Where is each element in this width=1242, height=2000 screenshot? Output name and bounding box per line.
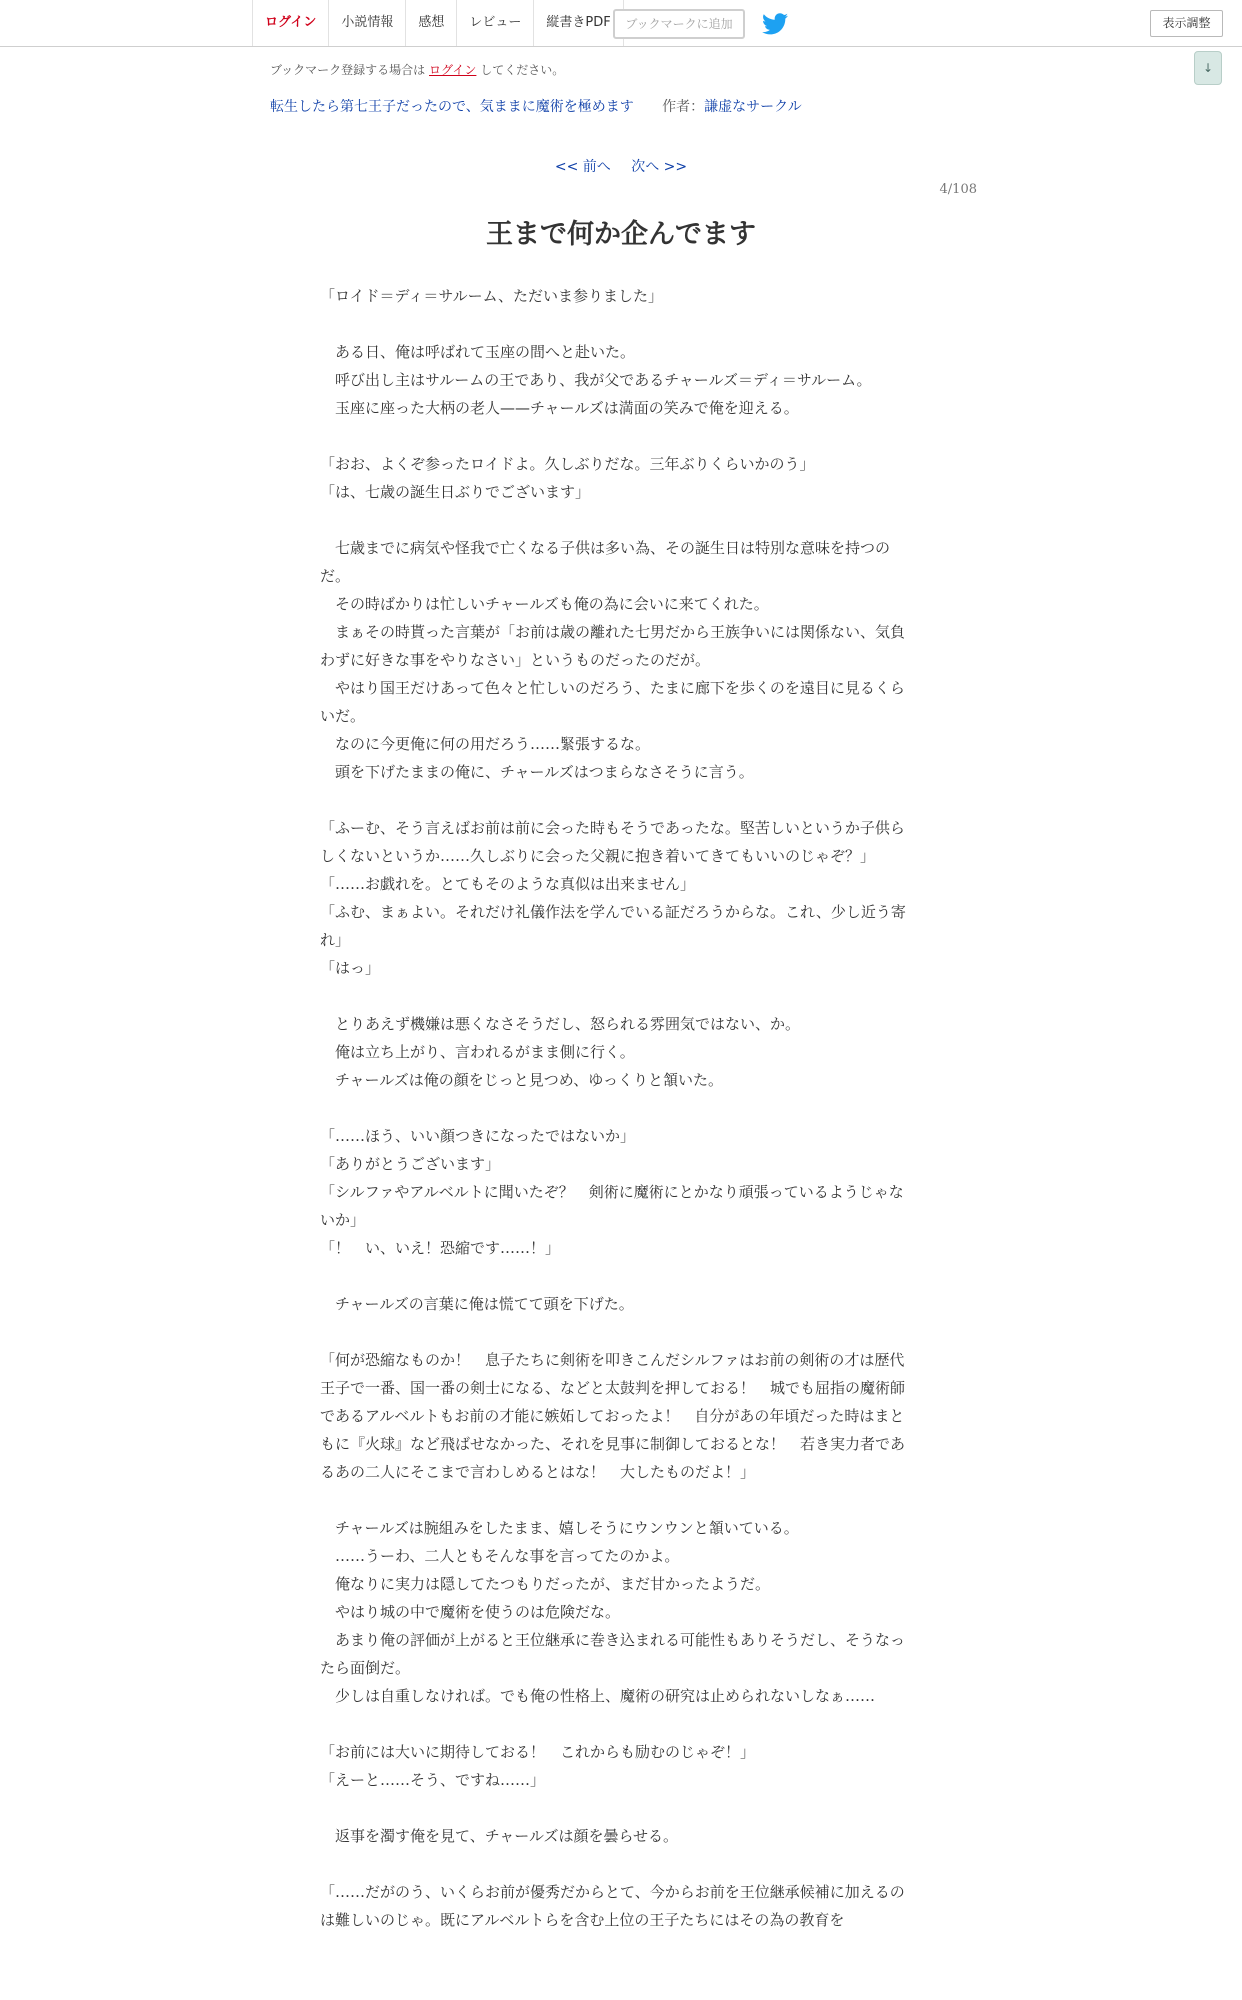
text-line: とりあえず機嫌は悪くなさそうだし、怒られる雰囲気ではない、か。 — [320, 1015, 801, 1033]
text-line: 頭を下げたままの俺に、チャールズはつまらなさそうに言う。 — [320, 763, 754, 781]
header-nav — [252, 0, 624, 46]
novel-title-link[interactable]: 転生したら第七王子だったので、気ままに魔術を極めます — [270, 99, 634, 115]
text-line: ある日、俺は呼ばれて玉座の間へと赴いた。 — [320, 343, 636, 361]
novel-title-line — [270, 96, 802, 116]
twitter-icon[interactable] — [762, 13, 788, 35]
text-line: 「何が恐縮なものか！ 息子たちに剣術を叩きこんだシルファはお前の剣術の才は歴代王子で一番、国一番の剣士になる、などと太鼓判を押しておる！ 城でも屈指の魔術師であるアルベルトもお前の才能に嫉妬しておったよ！ 自分があの年頃だった時はまともに『火球』など飛ばせなかった、それを見事に制御しておるとな！ 若き実力者であるあの二人にそこまで言わしめるとはな！ 大したものだよ！」 — [320, 1351, 906, 1481]
text-line: 「ロイド＝ディ＝サルーム、ただいま参りました」 — [320, 287, 664, 305]
text-line: やはり城の中で魔術を使うのは危険だな。 — [320, 1603, 621, 1621]
author-label: 作者： — [662, 99, 705, 115]
text-line: 俺は立ち上がり、言われるがまま側に行く。 — [320, 1043, 635, 1061]
text-line: チャールズは俺の顔をじっと見つめ、ゆっくりと頷いた。 — [320, 1071, 724, 1089]
next-chapter-link[interactable]: 次へ >> — [631, 159, 688, 175]
prev-chapter-link[interactable]: << 前へ — [554, 159, 611, 175]
nav-vertical-pdf[interactable]: 縦書きPDF — [533, 0, 623, 46]
text-line: 「お前には大いに期待しておる！ これからも励むのじゃぞ！」 — [320, 1743, 756, 1761]
text-line — [320, 982, 914, 1010]
text-line: 返事を濁す俺を見て、チャールズは顔を曇らせる。 — [320, 1827, 679, 1845]
text-line: 「はっ」 — [320, 959, 381, 977]
text-line: 少しは自重しなければ。でも俺の性格上、魔術の研究は止められないしなぁ…… — [320, 1687, 876, 1705]
author-link[interactable]: 謙虚なサークル — [704, 99, 802, 115]
display-settings-button[interactable]: 表示調整 — [1150, 10, 1223, 37]
text-line: やはり国王だけあって色々と忙しいのだろう、たまに廊下を歩くのを遠目に見るくらいだ。 — [320, 679, 905, 725]
notice-text-after: してください。 — [480, 63, 565, 77]
text-line — [320, 1318, 914, 1346]
add-bookmark-button[interactable]: ブックマークに追加 — [613, 9, 745, 39]
top-header — [0, 0, 1242, 47]
text-line: 「！ い、いえ！恐縮です……！」 — [320, 1239, 561, 1257]
text-line: 「ありがとうございます」 — [320, 1155, 501, 1173]
text-line: 「シルファやアルベルトに聞いたぞ？ 剣術に魔術にとかなり頑張っているようじゃないか」 — [320, 1183, 904, 1229]
text-line: チャールズの言葉に俺は慌てて頭を下げた。 — [320, 1295, 634, 1313]
text-line: まぁその時貰った言葉が「お前は歳の離れた七男だから王族争いには関係ない、気負わずに好きな事をやりなさい」というものだったのだが。 — [320, 623, 906, 669]
chapter-pager — [0, 156, 1242, 176]
text-line — [320, 506, 914, 534]
bookmark-notice — [270, 61, 564, 78]
text-line — [320, 1262, 914, 1290]
nav-novel-info[interactable]: 小説情報 — [328, 0, 405, 46]
text-line — [320, 1710, 914, 1738]
text-line: ……うーわ、二人ともそんな事を言ってたのかよ。 — [320, 1547, 680, 1565]
text-line: 玉座に座った大柄の老人——チャールズは満面の笑みで俺を迎える。 — [320, 399, 799, 417]
text-line: その時ばかりは忙しいチャールズも俺の為に会いに来てくれた。 — [320, 595, 769, 613]
text-line: 「……お戯れを。とてもそのような真似は出来ません」 — [320, 875, 696, 893]
text-line: あまり俺の評価が上がると王位継承に巻き込まれる可能性もありそうだし、そうなったら面倒だ。 — [320, 1631, 906, 1677]
notice-text-before: ブックマーク登録する場合は — [270, 63, 426, 77]
text-line — [320, 1850, 914, 1878]
text-line — [320, 1486, 914, 1514]
text-line: 「は、七歳の誕生日ぶりでございます」 — [320, 483, 591, 501]
text-line — [320, 422, 914, 450]
text-line: 「ふーむ、そう言えばお前は前に会った時もそうであったな。堅苦しいというか子供らしくないというか……久しぶりに会った父親に抱き着いてきてもいいのじゃぞ？」 — [320, 819, 905, 865]
page-count: 4/108 — [939, 182, 977, 197]
text-line: チャールズは腕組みをしたまま、嬉しそうにウンウンと頷いている。 — [320, 1519, 799, 1537]
chapter-body — [320, 282, 914, 1934]
text-line: 七歳までに病気や怪我で亡くなる子供は多い為、その誕生日は特別な意味を持つのだ。 — [320, 539, 891, 585]
nav-login[interactable]: ログイン — [252, 0, 328, 46]
nav-impressions[interactable]: 感想 — [405, 0, 456, 46]
notice-login-link[interactable]: ログイン — [429, 63, 477, 77]
text-line — [320, 1094, 914, 1122]
chapter-title: 王まで何か企んでます — [486, 219, 756, 250]
text-line: 「おお、よくぞ参ったロイドよ。久しぶりだな。三年ぶりくらいかのう」 — [320, 455, 815, 473]
scroll-down-button[interactable]: ↓ — [1194, 51, 1222, 85]
text-line: 「……ほう、いい顔つきになったではないか」 — [320, 1127, 636, 1145]
text-line — [320, 310, 914, 338]
text-line: 俺なりに実力は隠してたつもりだったが、まだ甘かったようだ。 — [320, 1575, 771, 1593]
text-line — [320, 786, 914, 814]
text-line: なのに今更俺に何の用だろう……緊張するな。 — [320, 735, 651, 753]
text-line — [320, 1794, 914, 1822]
text-line: 「……だがのう、いくらお前が優秀だからとて、今からお前を王位継承候補に加えるのは難しいのじゃ。既にアルベルトらを含む上位の王子たちにはその為の教育を — [320, 1883, 905, 1929]
text-line: 「えーと……そう、ですね……」 — [320, 1771, 546, 1789]
nav-review[interactable]: レビュー — [456, 0, 533, 46]
text-line: 呼び出し主はサルームの王であり、我が父であるチャールズ＝ディ＝サルーム。 — [320, 371, 872, 389]
text-line: 「ふむ、まぁよい。それだけ礼儀作法を学んでいる証だろうからな。これ、少し近う寄れ」 — [320, 903, 906, 949]
